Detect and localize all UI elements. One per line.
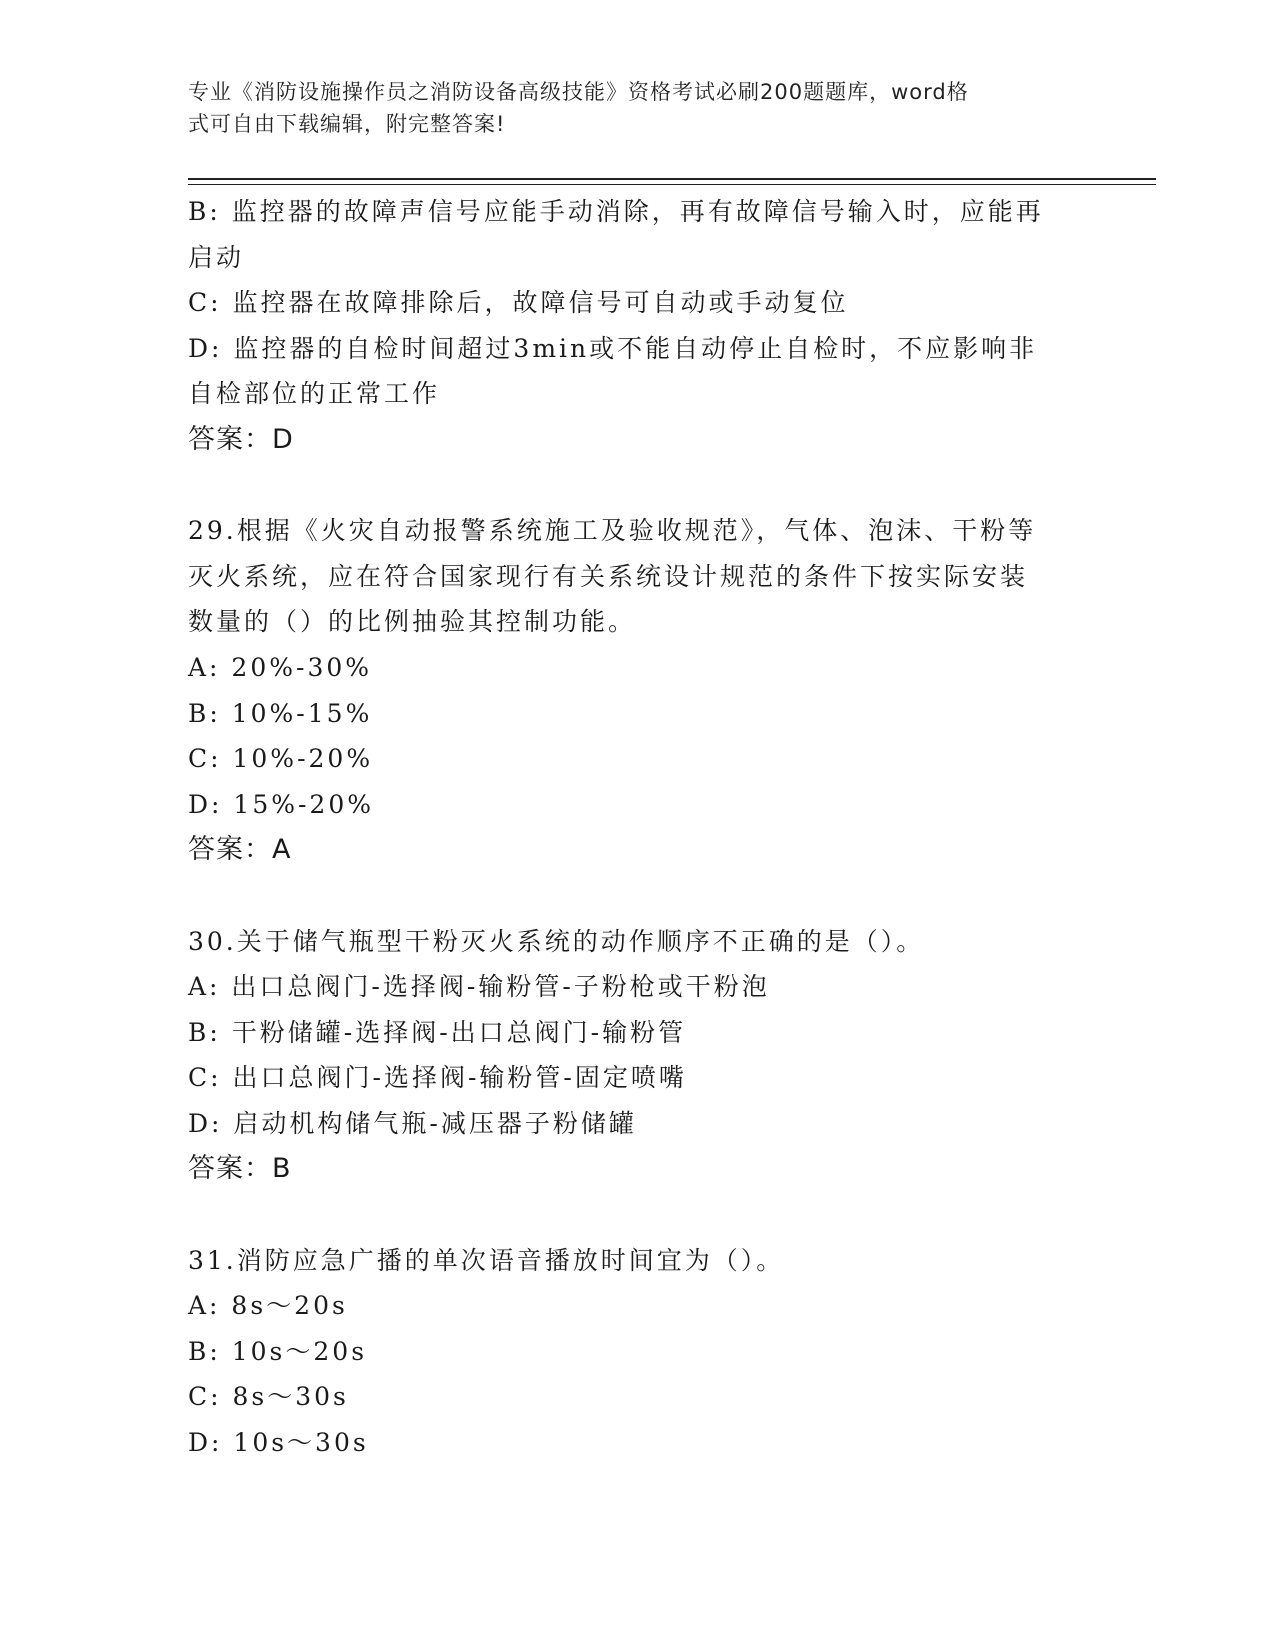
header-line-1: 专业《消防设施操作员之消防设备高级技能》资格考试必刷200题题库，word格 [188,80,969,104]
q31-option-d: D: 10s～30s [188,1428,369,1458]
q29-option-b: B: 10%-15% [188,698,373,728]
q29-option-d: D: 15%-20% [188,789,374,819]
q28-option-d-line-2: 自检部位的正常工作 [188,379,441,409]
q29-stem-line-3: 数量的（）的比例抽验其控制功能。 [188,607,637,637]
question-content [188,189,1088,1466]
question-30 [188,919,1088,1193]
q31-stem: 31.消防应急广播的单次语音播放时间宜为（）。 [188,1245,785,1275]
q29-option-c: C: 10%-20% [188,744,374,774]
question-28 [188,189,1088,463]
q28-option-c: C: 监控器在故障排除后，故障信号可自动或手动复位 [188,288,849,318]
q28-option-b-line-2: 启动 [188,242,245,272]
header-rule-thin [188,184,1156,185]
q30-option-b: B: 干粉储罐-选择阀-出口总阀门-输粉管 [188,1017,687,1047]
q31-option-b: B: 10s～20s [188,1336,368,1366]
question-29 [188,508,1088,873]
q28-option-b-line-1: B: 监控器的故障声信号应能手动消除，再有故障信号输入时，应能再 [188,197,1044,226]
q30-option-c: C: 出口总阀门-选择阀-输粉管-固定喷嘴 [188,1063,687,1093]
header-rule-thick [188,178,1156,180]
q28-answer: 答案：D [188,423,294,455]
q29-stem-line-1: 29.根据《火灾自动报警系统施工及验收规范》，气体、泡沫、干粉等 [188,516,1037,546]
question-31 [188,1238,1088,1466]
q31-option-c: C: 8s～30s [188,1382,349,1412]
q30-stem: 30.关于储气瓶型干粉灭火系统的动作顺序不正确的是（）。 [188,926,925,956]
q29-option-a: A: 20%-30% [188,652,373,682]
document-header [188,76,1078,140]
q29-answer: 答案：A [188,834,292,866]
q30-answer: 答案：B [188,1153,292,1185]
q29-stem-line-2: 灭火系统，应在符合国家现行有关系统设计规范的条件下按实际安装 [188,561,1029,591]
q31-option-a: A: 8s～20s [188,1291,348,1321]
spacer [188,1192,1088,1238]
q30-option-d: D: 启动机构储气瓶-减压器子粉储罐 [188,1108,637,1138]
q28-option-d-line-1: D: 监控器的自检时间超过3min或不能自动停止自检时，不应影响非 [188,333,1038,363]
header-line-2: 式可自由下载编辑，附完整答案! [188,112,506,136]
spacer [188,873,1088,919]
q30-option-a: A: 出口总阀门-选择阀-输粉管-子粉枪或干粉泡 [188,972,770,1002]
spacer [188,463,1088,509]
